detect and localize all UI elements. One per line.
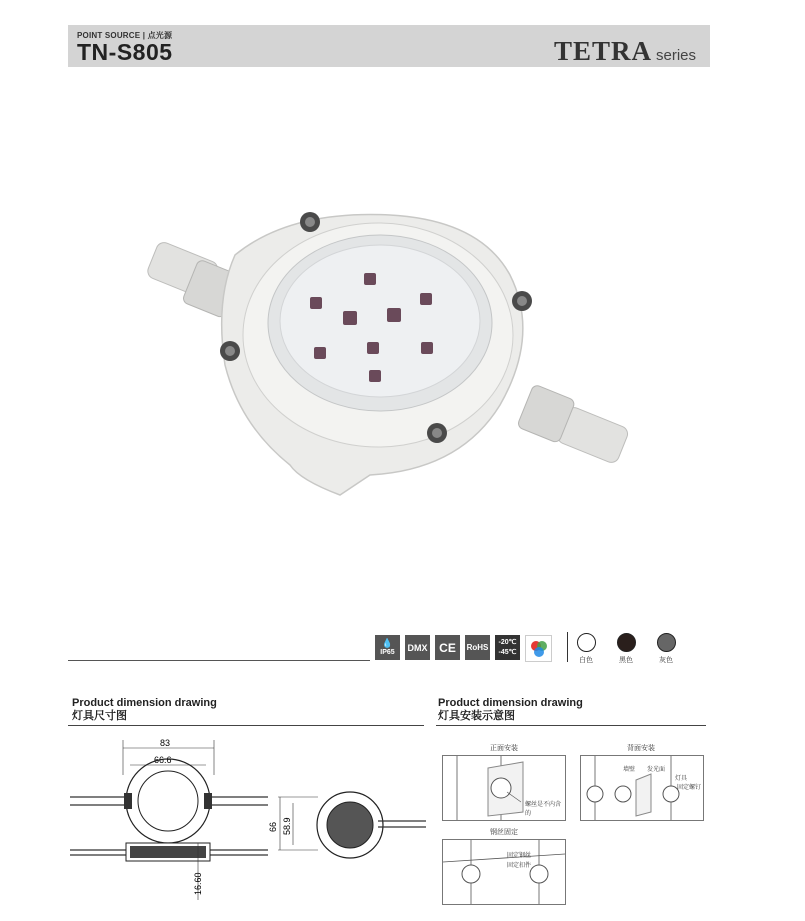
svg-text:66: 66 [268,821,278,832]
certification-icons [375,635,552,662]
ce-icon: CE [435,635,460,660]
header-bar [68,25,710,67]
panel1-title: 正面安装 [490,745,518,752]
color-option-gray: 灰色 [655,633,677,665]
svg-text:83: 83 [160,738,171,748]
color-swatch [577,633,596,652]
svg-text:58.9: 58.9 [282,817,292,835]
header-subtitle: POINT SOURCE | 点光源 [77,31,173,40]
color-options [575,633,677,665]
model-number: TN-S805 [77,39,173,65]
dimension-section-title: Product dimension drawing 灯具尺寸图 [72,697,217,722]
series-title [554,36,696,67]
rohs-icon: RoHS [465,635,490,660]
cable-right [517,384,630,465]
panel3-title: 钢丝固定 [490,829,518,836]
dmx-icon: DMX [405,635,430,660]
install-section-line [436,725,706,726]
svg-text:16.60: 16.60 [193,872,203,895]
rgb-icon [525,635,552,662]
color-swatch [657,633,676,652]
install-panel-wire: 固定钢丝 固定扣件 [442,839,566,905]
temperature-icon: -20℃ -45℃ [495,635,520,660]
color-option-white: 白色 [575,633,597,665]
color-option-black: 黑色 [615,633,637,665]
dimension-drawing [68,735,428,915]
divider-line [68,660,370,661]
svg-text:66.6: 66.6 [154,755,172,765]
dimension-section-line [68,725,424,726]
install-section-title: Product dimension drawing 灯具安装示意图 [438,697,583,722]
panel2-title: 背面安装 [627,745,655,752]
color-swatch [617,633,636,652]
water-drop-icon: 💧 IP65 [375,635,400,660]
led-point-source-product-photo [140,195,640,505]
install-panel-front: 螺丝是不内含的 [442,755,566,821]
install-panel-back: 墙壁 发光面 灯具 固定螺钉 [580,755,704,821]
color-separator [567,632,568,662]
series-word: series [655,47,696,64]
series-name: TETRA [553,36,652,66]
